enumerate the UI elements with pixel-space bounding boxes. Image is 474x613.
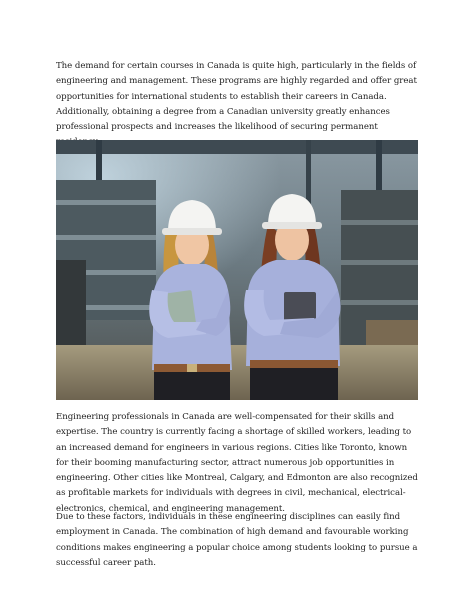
paragraph-intro: The demand for certain courses in Canada is quite high, particularly in the fields of engineering and management. These programs are highly regarded and offer great opportunities for international students to establish their careers in Canada. Additionally, obtaining a degree from a Canadian university greatly enhances professional prospects and increases the likelihood of securing permanent bbox=[56, 61, 417, 133]
paragraph-engineering: Engineering professionals in Canada are well-compensated for their skills and expertise. The country is currently facing a shortage of skilled workers, leading to an increased demand for engineers in various regions. Cities like Toronto, known for their booming manufacturing sector, attract numerous job opportunities in engineering. Other cities like Montreal, Calgary, and Edmonton are also recognized as profitable markets for individuals with degrees in civil, mechanical, electrical-electronics, chemical, and engineering management. bbox=[56, 412, 418, 514]
paragraph-conclusion: Due to these factors, individuals in these engineering disciplines can easily find employment in Canada. The combination of high demand and favourable working conditions makes engineering a popular choice among students looking to pursue a successful career path. bbox=[56, 512, 418, 568]
engineers-photo bbox=[56, 140, 418, 400]
